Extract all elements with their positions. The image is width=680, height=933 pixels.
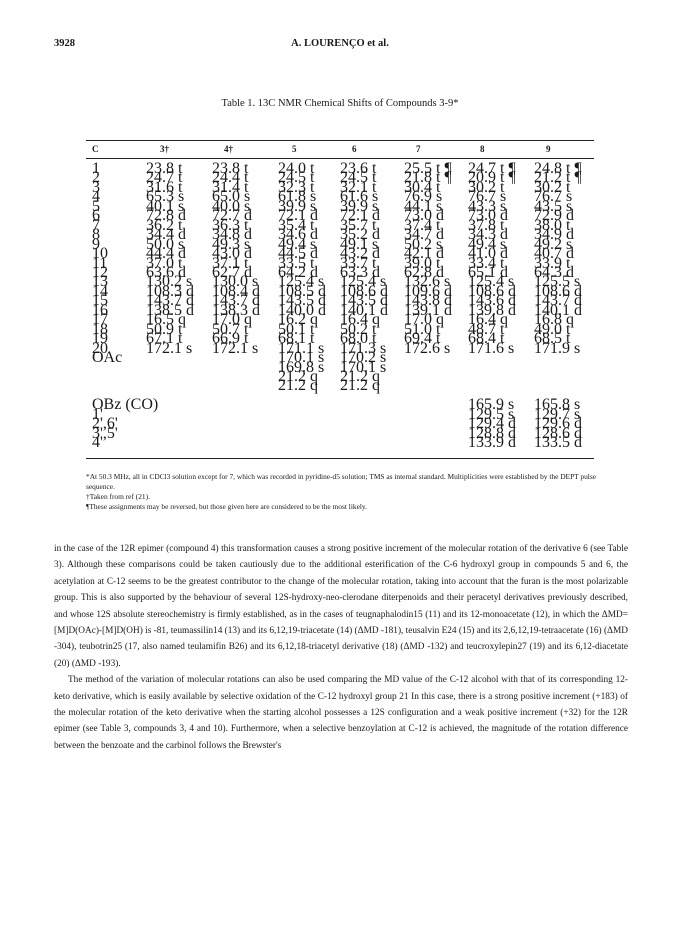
col-values-8: 24.7 t ¶ 20.9 t ¶ 30.2 t 76.7 s 43.3 s 73.0 d 37.8 t 34.3 d 49.4 s 41.0 d 33.4 t 65.1 d 125.4 s 108.6 d 143.6 d 139.8 d 16.4 q 48.7 t 68.4 t 171.6 s 165.9 s 129.5 s 129.4 d 128.8 d 133.9 d (468, 160, 516, 452)
footnote-pilcrow: ¶These assignments may be reversed, but those given here are considered to be the most likely. (86, 502, 367, 511)
row-labels: 1 2 3 4 5 6 7 8 9 10 11 12 13 14 15 16 17 18 19 20 OAc OBz (CO) 1' 2',6' 3',5' 4' (92, 160, 159, 452)
table-header-rule (86, 158, 594, 159)
footnote-dagger: †Taken from ref (21). (86, 492, 150, 501)
col-header-3: 3† (160, 144, 169, 154)
table-bottom-rule (86, 458, 594, 459)
table-footnotes (86, 472, 596, 512)
body-text (54, 541, 628, 754)
col-header-8: 8 (480, 144, 485, 154)
col-values-5: 24.0 t 24.5 t 32.3 t 61.8 s 39.9 s 72.1 d 35.4 t 34.6 d 49.4 s 44.5 d 33.5 t 64.2 d 125.4 s 108.5 d 143.5 d 140.0 d 16.2 q 50.1 t 68.1 t 171.1 s 170.1 s 169.8 s 21.2 q 21.2 q (278, 160, 326, 395)
col-values-7: 25.5 t ¶ 21.8 t ¶ 30.4 t 76.9 s 44.1 s 73.0 d 37.4 t 34.7 d 50.2 s 42.1 d 39.0 t 62.8 d 132.6 s 109.6 d 143.8 d 139.1 d 17.0 q 51.0 t 69.4 t 172.6 s (404, 160, 452, 357)
col-values-4: 23.8 t 24.4 t 31.4 t 65.0 s 40.0 s 72.7 d 36.3 t 34.8 d 49.3 s 43.0 d 37.1 t 62.7 d 130.0 s 108.4 d 143.7 d 138.3 d 17.0 q 50.7 t 66.9 t 172.1 s (212, 160, 260, 357)
paragraph-1: in the case of the 12R epimer (compound 4) this transformation causes a strong positive increment of the molecular rotation of the derivative 6 (see Table 3). Although these comparisons could be taken cautiously due to the additional esterification of the C-6 hydroxyl group in compounds 5 and 6, the acetylation at C-12 seems to be the greatest contributor to the change of the molecular rotation, taking into account that the furan is the most polarizable group. This is also supported by the behaviour of several 12S-hydroxy-neo-clerodane diterpenoids and their peracetyl derivatives previously described, and whose 12S absolute stereochemistry is firmly established, as in the cases of teugnaphalodin15 (11) and its 12-monoacetate (12), in which the ΔMD=[M]D(OAc)-[M]D(OH) is -81, teumassilin14 (13) and its 6,12,19-triacetate (14) (ΔMD -181), teusalvin E24 (15) and its 2,6,12,19-tetraacetate (16) (ΔMD -304), teubotrin25 (17, also named teulamifin B26) and its 6,12,18-triacetyl derivative (18) (ΔMD -132) and teucroxylepin27 (19) and its 6,12-diacetate (20) (ΔMD -193). (54, 544, 629, 669)
page-number: 3928 (54, 38, 75, 49)
paragraph-2: The method of the variation of molecular rotations can also be used comparing the MD value of the C-12 alcohol with that of its corresponding 12-keto derivative, which is easily available by selective oxidation of the C-12 hydroxyl group 21 In this case, there is a strong positive increment (+183) of the molecular rotation of the keto derivative when the starting alcohol possesses a 12S configuration and a weak positive increment (+32) for the 12R epimer (see Table 3, compounds 3, 4 and 10). Furthermore, when a selective benzoylation at C-12 is achieved, the magnitude of the rotation difference between the benzoate and the carbinol follows the Brewster's (54, 675, 628, 751)
col-header-7: 7 (416, 144, 421, 154)
footnote-general: *At 50.3 MHz, all in CDCl3 solution except for 7, which was recorded in pyridine-d5 solution; TMS as internal standard. Multiplicities were established by the DEPT pulse sequence. (86, 472, 597, 491)
table-title: Table 1. 13C NMR Chemical Shifts of Compounds 3-9* (221, 98, 459, 109)
col-header-5: 5 (292, 144, 297, 154)
col-header-4: 4† (224, 144, 233, 154)
col-header-9: 9 (546, 144, 551, 154)
col-header-c: C (92, 144, 99, 154)
col-values-3: 23.8 t 24.7 t 31.6 t 65.3 s 40.1 s 72.8 d 36.2 t 34.4 d 50.0 s 44.4 d 37.0 t 63.6 d 130.2 s 108.3 d 143.7 d 138.5 d 16.5 q 50.9 t 67.1 t 172.1 s (146, 160, 194, 357)
col-values-6: 23.6 t 24.5 t 32.1 t 61.6 s 39.9 s 72.1 d 35.7 t 35.2 d 49.1 s 43.2 d 33.7 t 63.3 d 125.4 s 108.6 d 143.5 d 140.1 d 16.4 q 50.2 t 68.0 t 171.3 s 170.2 s 170.1 s 21.2 q 21.2 q (340, 160, 388, 395)
col-header-6: 6 (352, 144, 357, 154)
table-top-rule (86, 140, 594, 141)
running-title: A. LOURENÇO et al. (291, 38, 389, 49)
col-values-9: 24.8 t ¶ 21.2 t ¶ 30.2 t 76.7 s 43.5 s 72.9 d 38.0 t 34.9 d 49.2 s 40.7 d 33.9 t 64.3 d 125.5 s 108.6 d 143.7 d 140.1 d 16.8 q 49.0 t 68.5 t 171.9 s 165.8 s 129.7 s 129.6 d 128.6 d 133.5 d (534, 160, 582, 452)
